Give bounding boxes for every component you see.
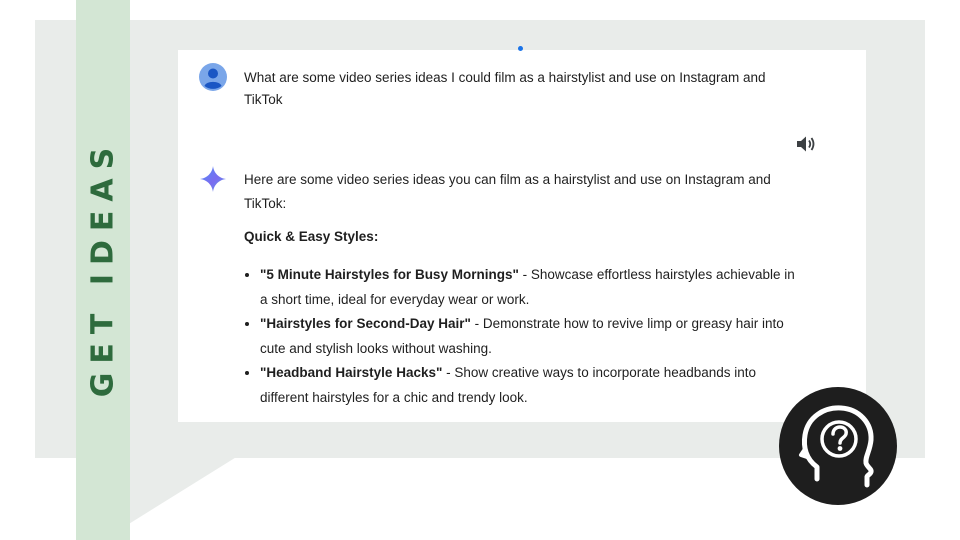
response-intro: Here are some video series ideas you can film as a hairstylist and use on Instagram and TikTok: bbox=[244, 172, 771, 211]
response-body bbox=[244, 168, 804, 410]
user-prompt-text: What are some video series ideas I could film as a hairstylist and use on Instagram and TikTok bbox=[244, 70, 766, 107]
idea-description: - Show creative ways to incorporate headbands into different hairstyles for a chic and trendy look. bbox=[260, 365, 757, 405]
idea-description: - Demonstrate how to revive limp or greasy hair into cute and stylish looks without washing. bbox=[260, 316, 784, 356]
user-avatar-icon bbox=[199, 63, 227, 91]
idea-title: "Hairstyles for Second-Day Hair" bbox=[260, 316, 471, 331]
section-title: GET IDEAS bbox=[85, 138, 121, 398]
scroll-indicator bbox=[518, 46, 523, 51]
idea-title: "Headband Hairstyle Hacks" bbox=[260, 365, 443, 380]
idea-description: - Showcase effortless hairstyles achievable in a short time, ideal for everyday wear or work. bbox=[260, 267, 795, 307]
gemini-sparkle-icon bbox=[200, 166, 226, 192]
idea-title: "5 Minute Hairstyles for Busy Mornings" bbox=[260, 267, 519, 282]
speaker-icon[interactable] bbox=[796, 135, 816, 153]
list-item bbox=[260, 263, 804, 312]
head-question-mark-icon bbox=[779, 387, 897, 505]
chat-card bbox=[178, 50, 866, 422]
response-heading: Quick & Easy Styles: bbox=[244, 229, 379, 244]
list-item bbox=[260, 312, 804, 361]
idea-list bbox=[244, 263, 804, 410]
idea-badge bbox=[779, 387, 897, 505]
list-item bbox=[260, 361, 804, 410]
